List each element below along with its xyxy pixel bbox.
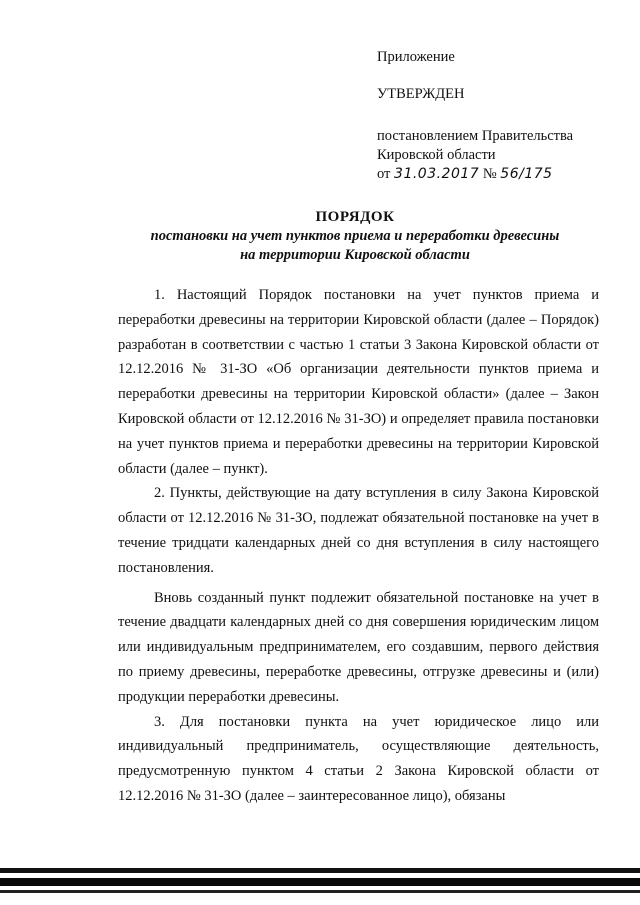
date-prefix: от xyxy=(377,166,391,182)
number-prefix: № xyxy=(482,166,497,182)
handwritten-number: 56/175 xyxy=(500,166,553,182)
paragraph-2: 2. Пункты, действующие на дату вступления в силу Закона Кировской области от 12.12.2016 № 31-ЗО, подлежат обязательной постановке на учет в течение тридцати календарных дней со дня вступления в силу настоящего постановления. xyxy=(118,485,599,576)
title-line-2: постановки на учет пунктов приема и переработки древесины xyxy=(150,228,560,244)
handwritten-date: 31.03.2017 xyxy=(394,166,480,182)
approval-block xyxy=(377,48,617,184)
title-line-1: ПОРЯДОК xyxy=(315,209,395,225)
approved-by-line-2: Кировской области xyxy=(377,147,496,163)
scan-edge-line xyxy=(0,878,640,886)
paragraph-4: 3. Для постановки пункта на учет юридическое лицо или индивидуальный предприниматель, осуществляющие деятельность, предусмотренную пунктом 4 статьи 2 Закона Кировской области от 12.12.2016 № 31-ЗО (далее – заинтересованное лицо), обязаны xyxy=(118,713,599,804)
document-title xyxy=(60,208,640,265)
paragraph-3: Вновь созданный пункт подлежит обязательной постановке на учет в течение двадцати календарных дней со дня совершения юридическим лицом или индивидуальным предпринимателем, его создавшим, первого действия по приему древесины, переработке древесины, отгрузке древесины и (или) продукции переработки древесины. xyxy=(118,589,599,705)
approval-date-line xyxy=(377,165,617,184)
document-body xyxy=(118,283,599,809)
title-line-3: на территории Кировской области xyxy=(240,247,470,263)
paragraph-1: 1. Настоящий Порядок постановки на учет пунктов приема и переработки древесины на территории Кировской области (далее – Порядок) разработан в соответствии с частью 1 статьи 3 Закона Кировской области от 12.12.2016 № 31-ЗО «Об организации деятельности пунктов приема и переработки древесины на территории Кировской области» (далее – Закон Кировской области от 12.12.2016 № 31-ЗО) и определяет правила постановки на учет пунктов приема и переработки древесины на территории Кировской области (далее – пункт). xyxy=(118,287,599,477)
scan-edge-line xyxy=(0,890,640,893)
scan-edge-line xyxy=(0,868,640,873)
approved-by-line-1: постановлением Правительства xyxy=(377,128,574,144)
appendix-label: Приложение xyxy=(377,49,455,65)
approved-label: УТВЕРЖДЕН xyxy=(377,86,465,102)
